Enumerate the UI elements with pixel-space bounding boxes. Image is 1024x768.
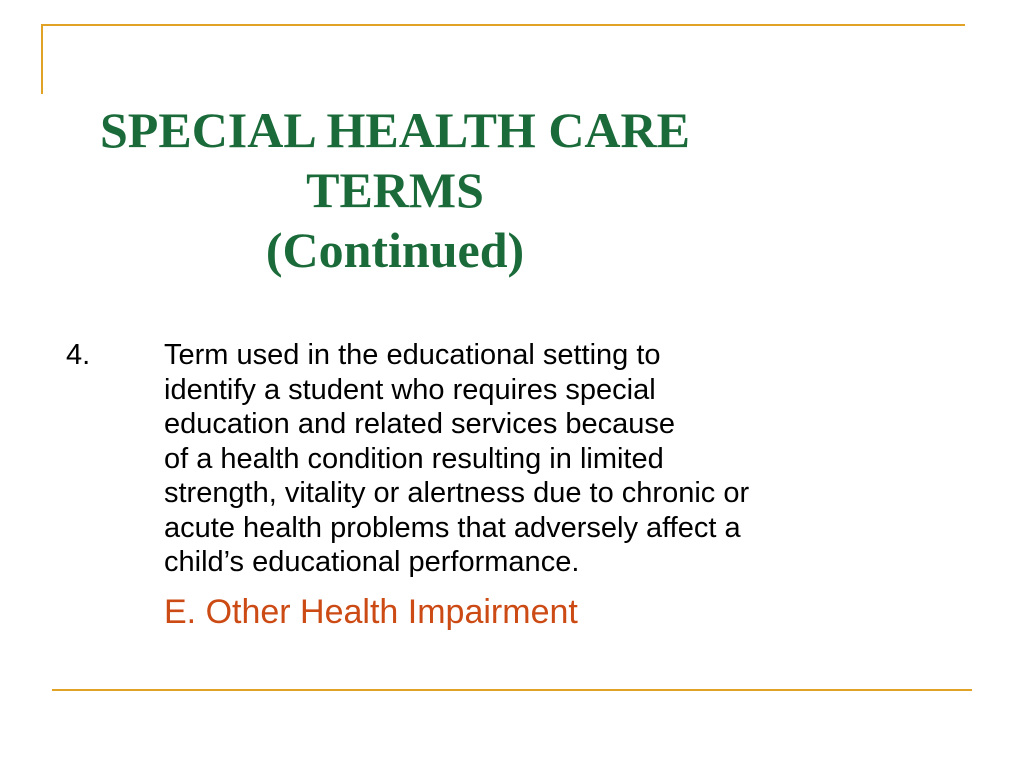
title-line-2: TERMS [306,162,484,218]
item-text-line: acute health problems that adversely affect a [164,511,741,544]
answer-text: E. Other Health Impairment [164,593,578,631]
item-text-line: education and related services because [164,408,676,440]
item-description [164,338,966,580]
bottom-rule [52,689,972,691]
item-number: 4. [66,339,91,371]
title-line-3: (Continued) [265,222,525,278]
item-text-line: of a health condition resulting in limited [164,442,664,475]
title-line-1: SPECIAL HEALTH CARE [100,102,690,158]
item-text-line: Term used in the educational setting to [164,339,661,371]
item-text-line: strength, vitality or alertness due to chronic or [164,477,750,509]
numbered-item [66,338,966,580]
top-rule [41,24,965,26]
item-text-line: child’s educational performance. [164,546,580,578]
item-text-line: identify a student who requires special [164,373,656,406]
slide-title [50,100,740,280]
left-rule [41,24,43,94]
